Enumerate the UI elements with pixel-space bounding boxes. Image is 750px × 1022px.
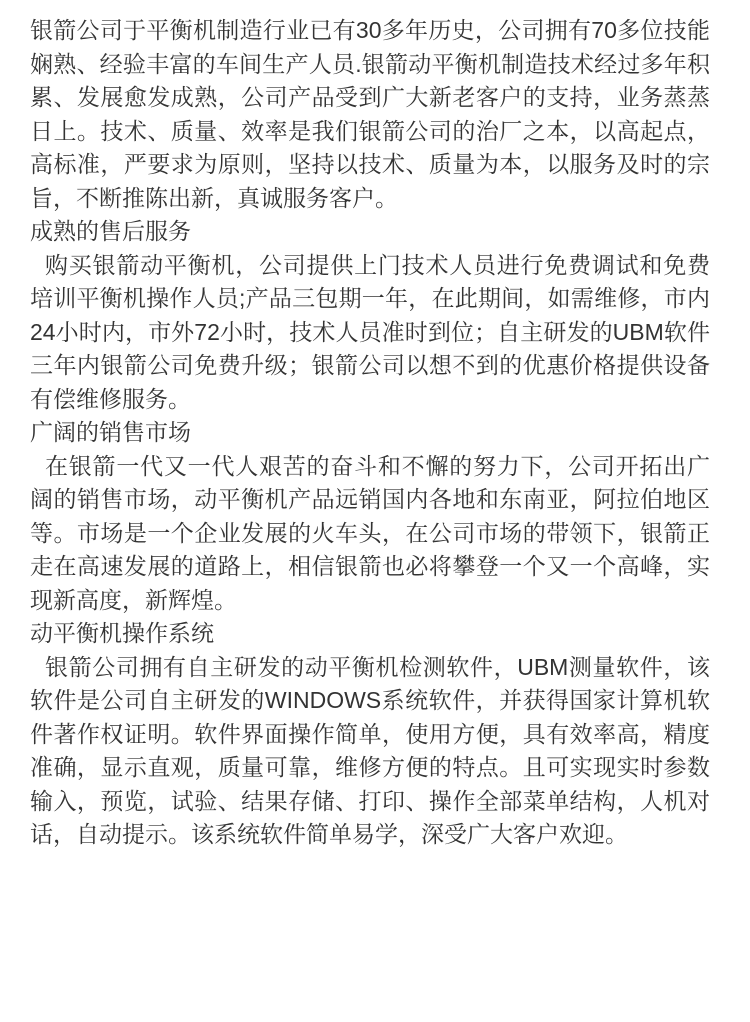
- paragraph-after-sales-service: 购买银箭动平衡机，公司提供上门技术人员进行免费调试和免费培训平衡机操作人员;产品三包期一年，在此期间，如需维修，市内24小时内，市外72小时，技术人员准时到位；自主研发的UBM软件三年内银箭公司免费升级；银箭公司以想不到的优惠价格提供设备有偿维修服务。: [30, 251, 710, 412]
- paragraph-operating-system: 银箭公司拥有自主研发的动平衡机检测软件，UBM测量软件，该软件是公司自主研发的WINDOWS系统软件，并获得国家计算机软件著作权证明。软件界面操作简单，使用方便，具有效率高，精度准确，显示直观，质量可靠，维修方便的特点。且可实现实时参数输入，预览，试验、结果存储、打印、操作全部菜单结构，人机对话，自动提示。该系统软件简单易学，深受广大客户欢迎。: [30, 653, 710, 847]
- heading-sales-market: 广阔的销售市场: [30, 419, 191, 445]
- paragraph-company-intro: 银箭公司于平衡机制造行业已有30多年历史，公司拥有70多位技能娴熟、经验丰富的车间生产人员.银箭动平衡机制造技术经过多年积累、发展愈发成熟，公司产品受到广大新老客户的支持，业务蒸蒸日上。技术、质量、效率是我们银箭公司的治厂之本，以高起点，高标准，严要求为原则，坚持以技术、质量为本，以服务及时的宗旨，不断推陈出新，真诚服务客户。: [30, 17, 710, 211]
- paragraph-sales-market: 在银箭一代又一代人艰苦的奋斗和不懈的努力下，公司开拓出广阔的销售市场，动平衡机产品远销国内各地和东南亚，阿拉伯地区等。市场是一个企业发展的火车头，在公司市场的带领下，银箭正走在高速发展的道路上，相信银箭也必将攀登一个又一个高峰，实现新高度，新辉煌。: [30, 452, 710, 613]
- heading-after-sales-service: 成熟的售后服务: [30, 218, 191, 244]
- heading-operating-system: 动平衡机操作系统: [30, 620, 214, 646]
